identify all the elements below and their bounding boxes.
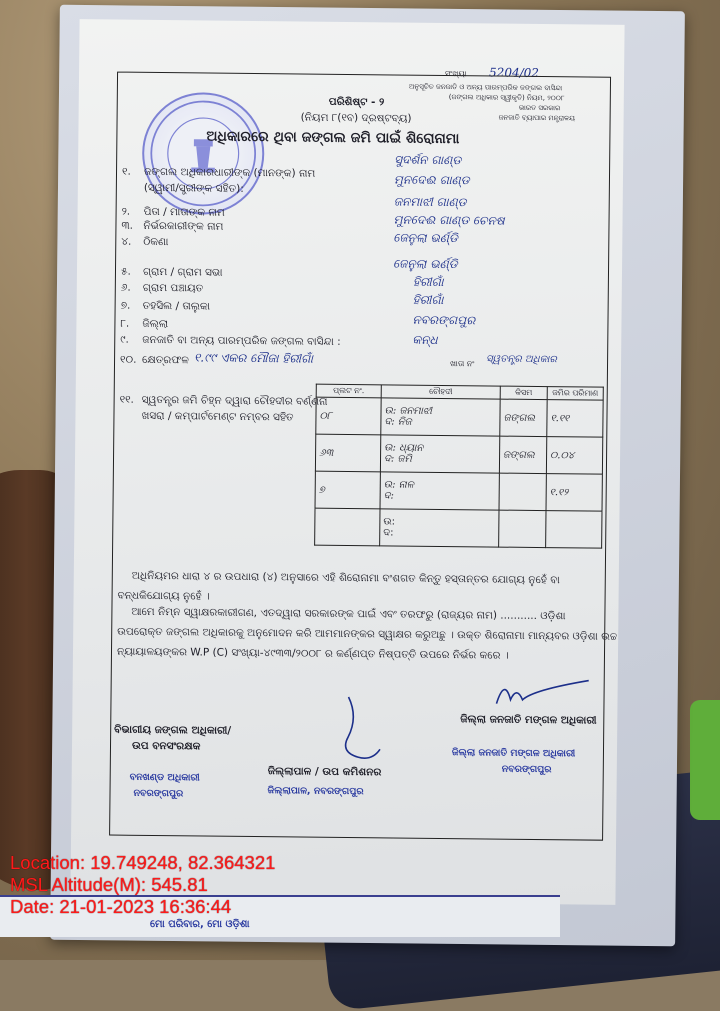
area-cell: ୧.୧୨: [546, 474, 602, 512]
field-value: ମୁନଦେଈ ଗାଣ୍ଡ: [393, 172, 470, 188]
area-num: ୧୦.: [119, 353, 137, 366]
sig-left-stamp-1: ବନଖଣ୍ଡ ଅଧିକାରୀ: [129, 771, 200, 784]
field-label: ଜିଲ୍ଲା: [142, 317, 169, 331]
field-label: ପିତା / ମାତାଙ୍କ ନାମ: [143, 205, 225, 219]
area-value: ୧.୯୯ ଏକର ମୌଜା ହିରୀଗାଁ: [194, 350, 314, 366]
boundary-north: ଉ: ଜନମାଝୀ: [384, 405, 433, 417]
boundary-label-2: ଖସରା / କମ୍ପାର୍ଟମେଣ୍ଟ ନମ୍ବର ସହିତ: [141, 409, 294, 424]
field-num: ୫.: [120, 265, 131, 278]
boundary-north: ଉ: ଧ୍ୟାନ: [384, 442, 424, 454]
sig-mid-title: ଜିଲ୍ଲାପାଳ / ଉପ କମିଶନର: [267, 765, 382, 779]
field-value: ଜେନୁଲା ଭର୍ଣ୍ଡି: [393, 256, 458, 272]
boundary-num: ୧୧.: [119, 393, 134, 406]
table-header: ପ୍ଲଟ ନଂ.: [316, 384, 381, 398]
sig-mid-stamp: ଜିଲ୍ଲାପାଳ, ନବରଙ୍ଗପୁର: [267, 785, 364, 798]
kisam-cell: ଜଙ୍ଗଲ: [499, 436, 546, 473]
form-title: ପରିଶିଷ୍ଟ - ୨: [328, 95, 385, 109]
plot-cell: ୦୮: [316, 397, 381, 435]
boundary-south: ଦ: ନିଜ: [384, 416, 412, 428]
boundary-north: ଉ:: [383, 516, 396, 528]
serial-value: 5204/02: [489, 65, 540, 80]
sig-left-stamp-2: ନବରଙ୍ଗପୁର: [133, 787, 184, 800]
khata-value: ସ୍ୱତନ୍ତ୍ର ଅଧିକାର: [486, 353, 557, 366]
field-num: ୭.: [120, 299, 131, 312]
sig-right-stamp-1: ଜିଲ୍ଲା ଜନଜାତି ମଙ୍ଗଳ ଅଧିକାରୀ: [451, 747, 576, 760]
field-label: (ସ୍ୱାମୀ/ସ୍ତ୍ରୀଙ୍କ ସହିତ):: [143, 181, 244, 195]
sig-left-title: ବିଭାଗୀୟ ଜଙ୍ଗଲ ଅଧିକାରୀ/: [114, 723, 232, 737]
main-title: ଅଧିକାରରେ ଥିବା ଜଙ୍ଗଲ ଜମି ପାଇଁ ଶିରୋନାମା: [206, 128, 460, 148]
field-num: ୨.: [121, 205, 131, 218]
field-num: ୬.: [120, 281, 131, 294]
rule-reference: (ନିୟମ ୮(୧ବ) ଦ୍ରଷ୍ଟବ୍ୟ): [300, 111, 412, 125]
para-1b: ବନ୍ଧକିଯୋଗ୍ୟ ନୁହେଁ ।: [117, 589, 210, 603]
field-label: ଠିକଣା: [143, 235, 169, 249]
boundary-south: ଦ: ଜମି: [383, 453, 412, 465]
field-value: ନବରଙ୍ଗପୁର: [412, 312, 476, 328]
para-3: ଉପରୋକ୍ତ ଜଙ୍ଗଲ ଅଧିକାରକୁ ଅନୁମୋଦନ କରି ଆମମାନଙ୍କର ସ୍ୱାକ୍ଷର କରୁଅଛୁ । ଉକ୍ତ ଶିରୋନାମା ମାନ୍ୟବର ଓଡ଼ିଶା ଉଚ୍ଚ: [117, 625, 618, 643]
field-label: ଜନଜାତି ବା ଅନ୍ୟ ପାରମ୍ପରିକ ଜଙ୍ଗଲ ବାସିନ୍ଦା :: [142, 333, 341, 348]
field-num: ୪.: [121, 235, 132, 248]
header-right-2: (ଜଙ୍ଗଲ ଅଧିକାର ସ୍ୱୀକୃତି) ନିୟମ, ୨୦୦୮: [448, 93, 565, 103]
header-right-3: ଭାରତ ସରକାର: [518, 103, 561, 113]
header-right-4: ଜନଜାତି ବ୍ୟାପାର ମନ୍ତ୍ରାଳୟ: [498, 113, 575, 123]
field-value: ହିରୀଗାଁ: [412, 274, 444, 289]
footer-slogan: ମୋ ପରିବାର, ମୋ ଓଡ଼ିଶା: [150, 919, 250, 930]
field-label: ନିର୍ଭରକାରୀଙ୍କ ନାମ: [143, 219, 224, 233]
para-2: ଆମେ ନିମ୍ନ ସ୍ୱାକ୍ଷରକାରୀଗଣ, ଏତଦ୍ୱାରା ସରକାରଙ୍କ ପାଇଁ ଏବଂ ତରଫରୁ (ରାଜ୍ୟର ନାମ) ........... ଓଡ଼ିଶା: [131, 605, 566, 623]
field-num: ୯.: [120, 333, 129, 346]
field-value: ମୁନଦେଈ ଗାଣ୍ଡ ଚେନଷ: [393, 212, 505, 228]
boundary-south: ଦ:: [383, 490, 394, 502]
area-cell: ୦.୦୪: [546, 437, 602, 475]
para-4: ନ୍ୟାୟାଳୟଙ୍କର W.P (C) ସଂଖ୍ୟା-୪୯୩୩/୨୦୦୮ ର କର୍ଣ୍ଣପ୍ତ ନିଷ୍ପତ୍ତି ଉପରେ ନିର୍ଭର କରେ ।: [116, 645, 509, 662]
sig-right-stamp-2: ନବରଙ୍ଗପୁର: [501, 763, 552, 776]
sig-right-title: ଜିଲ୍ଲା ଜନଜାତି ମଙ୍ଗଳ ଅଧିକାରୀ: [460, 713, 597, 727]
table-header: ଜମିର ପରିମାଣ: [547, 387, 603, 401]
gps-date: Date: 21-01-2023 16:36:44: [10, 896, 232, 917]
green-object: [690, 700, 720, 820]
field-num: ୮.: [120, 317, 130, 330]
plot-cell: ୭: [315, 471, 380, 509]
field-label: ଗ୍ରାମ ପଞ୍ଚାୟତ: [142, 281, 204, 295]
gps-location: Location: 19.749248, 82.364321: [10, 852, 276, 873]
table-header: କିସମ: [500, 386, 547, 399]
gps-overlay: [10, 852, 275, 918]
field-num: ୧.: [121, 165, 131, 178]
field-value: ଜନମାଝୀ ଗାଣ୍ଡ: [393, 194, 467, 210]
plot-cell: ୬୩: [315, 434, 380, 472]
header-right-1: ଅନୁସୂଚିତ ଜନଜାତି ଓ ଅନ୍ୟ ପାରମ୍ପରିକ ଜଙ୍ଗଲ ବାସିନ୍ଦା: [408, 82, 563, 93]
kisam-cell: ଜଙ୍ଗଲ: [500, 399, 547, 436]
boundary-south: ଦ:: [383, 527, 394, 539]
boundary-north: ଉ: ନାଳ: [383, 479, 414, 491]
field-label: ଜଙ୍ଗଲ ଅଧିକାରଧାରୀଙ୍କ (ମାନଙ୍କ) ନାମ: [143, 165, 316, 180]
sig-left-subtitle: ଉପ ବନସଂରକ୍ଷକ: [131, 739, 201, 753]
field-label: ତହସିଲ / ତାଲୁକା: [142, 299, 211, 313]
boundary-label: ସ୍ୱତନ୍ତ୍ର ଜମି ଚିହ୍ନ ଦ୍ୱାରା ଚୌହଦୀର ବର୍ଣ୍ଣନା: [141, 393, 328, 408]
field-num: ୩.: [121, 219, 134, 232]
khata-label: ଖାତା ନଂ: [449, 359, 475, 369]
field-value: ସୁଦର୍ଶନ ଗାଣ୍ଡ: [394, 152, 462, 168]
table-header: ଚୌହଦୀ: [381, 385, 500, 399]
serial-label: ସଂଖ୍ୟା: [445, 69, 467, 79]
field-value: ଜେନୁଲା ଭର୍ଣ୍ଡି: [393, 230, 458, 246]
document-paper: [70, 19, 624, 905]
field-value: କନ୍ଧ: [412, 332, 438, 347]
area-cell: ୧.୧୧: [547, 400, 603, 438]
field-label: ଗ୍ରାମ / ଗ୍ରାମ ସଭା: [142, 265, 223, 279]
gps-altitude: MSL Altitude(M): 545.81: [10, 874, 208, 895]
document-border: [109, 72, 611, 841]
area-label: କ୍ଷେତ୍ରଫଳ: [141, 353, 189, 367]
field-value: ହିରୀଗାଁ: [412, 292, 444, 307]
para-1: ଅଧିନିୟମର ଧାରା ୪ ର ଉପଧାରା (୪) ଅନୁସାରେ ଏହି ଶିରୋନାମା ବଂଶଗତ କିନ୍ତୁ ହସ୍ତାନ୍ତର ଯୋଗ୍ୟ ନୁହେଁ ବା: [131, 569, 560, 587]
